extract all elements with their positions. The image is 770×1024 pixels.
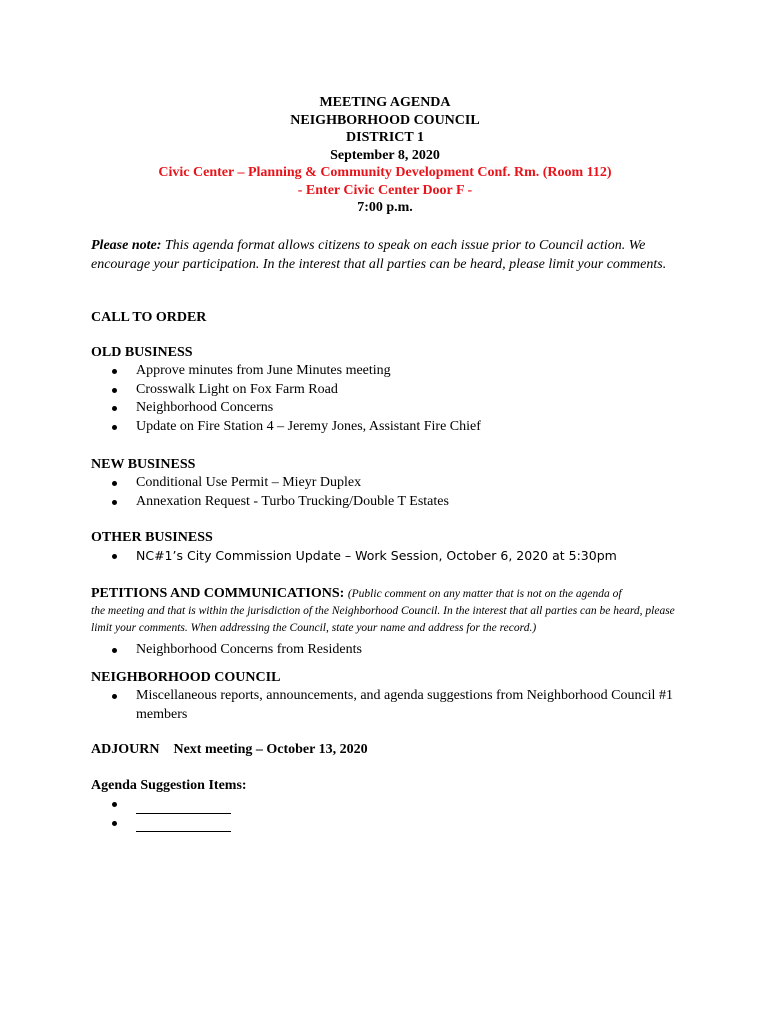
header-title: MEETING AGENDA: [319, 95, 451, 110]
suggestions-heading: Agenda Suggestion Items:: [91, 778, 247, 793]
new-business-heading: NEW BUSINESS: [91, 457, 196, 472]
call-to-order-heading: CALL TO ORDER: [91, 310, 207, 325]
header-time: 7:00 p.m.: [357, 200, 413, 215]
other-business-heading: OTHER BUSINESS: [91, 530, 213, 545]
list-item: Miscellaneous reports, announcements, and agenda suggestions from Neighborhood Council #1 members: [91, 687, 691, 724]
call-to-order-section: [91, 309, 691, 327]
list-item: Crosswalk Light on Fox Farm Road: [91, 381, 691, 400]
list-item: NC#1’s City Commission Update – Work Session, October 6, 2020 at 5:30pm: [91, 547, 691, 566]
adjourn-line: [91, 741, 691, 759]
header-entrance: - Enter Civic Center Door F -: [297, 182, 473, 198]
list-item: Conditional Use Permit – Mieyr Duplex: [91, 474, 691, 493]
list-item: Approve minutes from June Minutes meeting: [91, 362, 691, 381]
agenda-header: [0, 94, 770, 217]
adjourn-section: [91, 741, 691, 759]
suggestions-section: [91, 777, 691, 832]
blank-line: [136, 800, 231, 814]
neighborhood-council-heading: NEIGHBORHOOD COUNCIL: [91, 670, 281, 685]
adjourn-label: ADJOURN: [91, 742, 160, 757]
header-district: DISTRICT 1: [346, 130, 424, 145]
other-business-section: [91, 529, 691, 566]
list-item: Neighborhood Concerns: [91, 399, 691, 418]
petitions-section: [91, 585, 691, 660]
list-item: Update on Fire Station 4 – Jeremy Jones, Assistant Fire Chief: [91, 418, 691, 437]
neighborhood-council-section: [91, 669, 691, 724]
new-business-section: [91, 456, 691, 511]
header-council: NEIGHBORHOOD COUNCIL: [290, 112, 480, 128]
petitions-note-start: (Public comment on any matter that is not on the agenda of: [347, 588, 622, 600]
list-item: Annexation Request - Turbo Trucking/Double T Estates: [91, 493, 691, 512]
petitions-heading: [91, 585, 691, 603]
suggestion-item[interactable]: [91, 795, 691, 814]
header-date: September 8, 2020: [330, 147, 440, 163]
blank-line: [136, 818, 231, 832]
old-business-heading: OLD BUSINESS: [91, 345, 193, 360]
note-text: This agenda format allows citizens to speak on each issue prior to Council action. We encourage your participation. In the interest that all parties can be heard, please limit your comments.: [91, 238, 667, 272]
list-item: Neighborhood Concerns from Residents: [91, 641, 691, 660]
header-location: Civic Center – Planning & Community Development Conf. Rm. (Room 112): [158, 165, 612, 180]
petitions-title: PETITIONS AND COMMUNICATIONS:: [91, 586, 345, 601]
old-business-section: [91, 344, 691, 436]
petitions-note: the meeting and that is within the jurisdiction of the Neighborhood Council. In the interest that all parties can be heard, please limit your comments. When addressing the Council, state your name and address for the record.): [91, 605, 675, 634]
note-label: Please note:: [91, 238, 162, 253]
suggestion-item[interactable]: [91, 814, 691, 833]
please-note: [91, 237, 691, 274]
next-meeting: Next meeting – October 13, 2020: [173, 742, 368, 757]
